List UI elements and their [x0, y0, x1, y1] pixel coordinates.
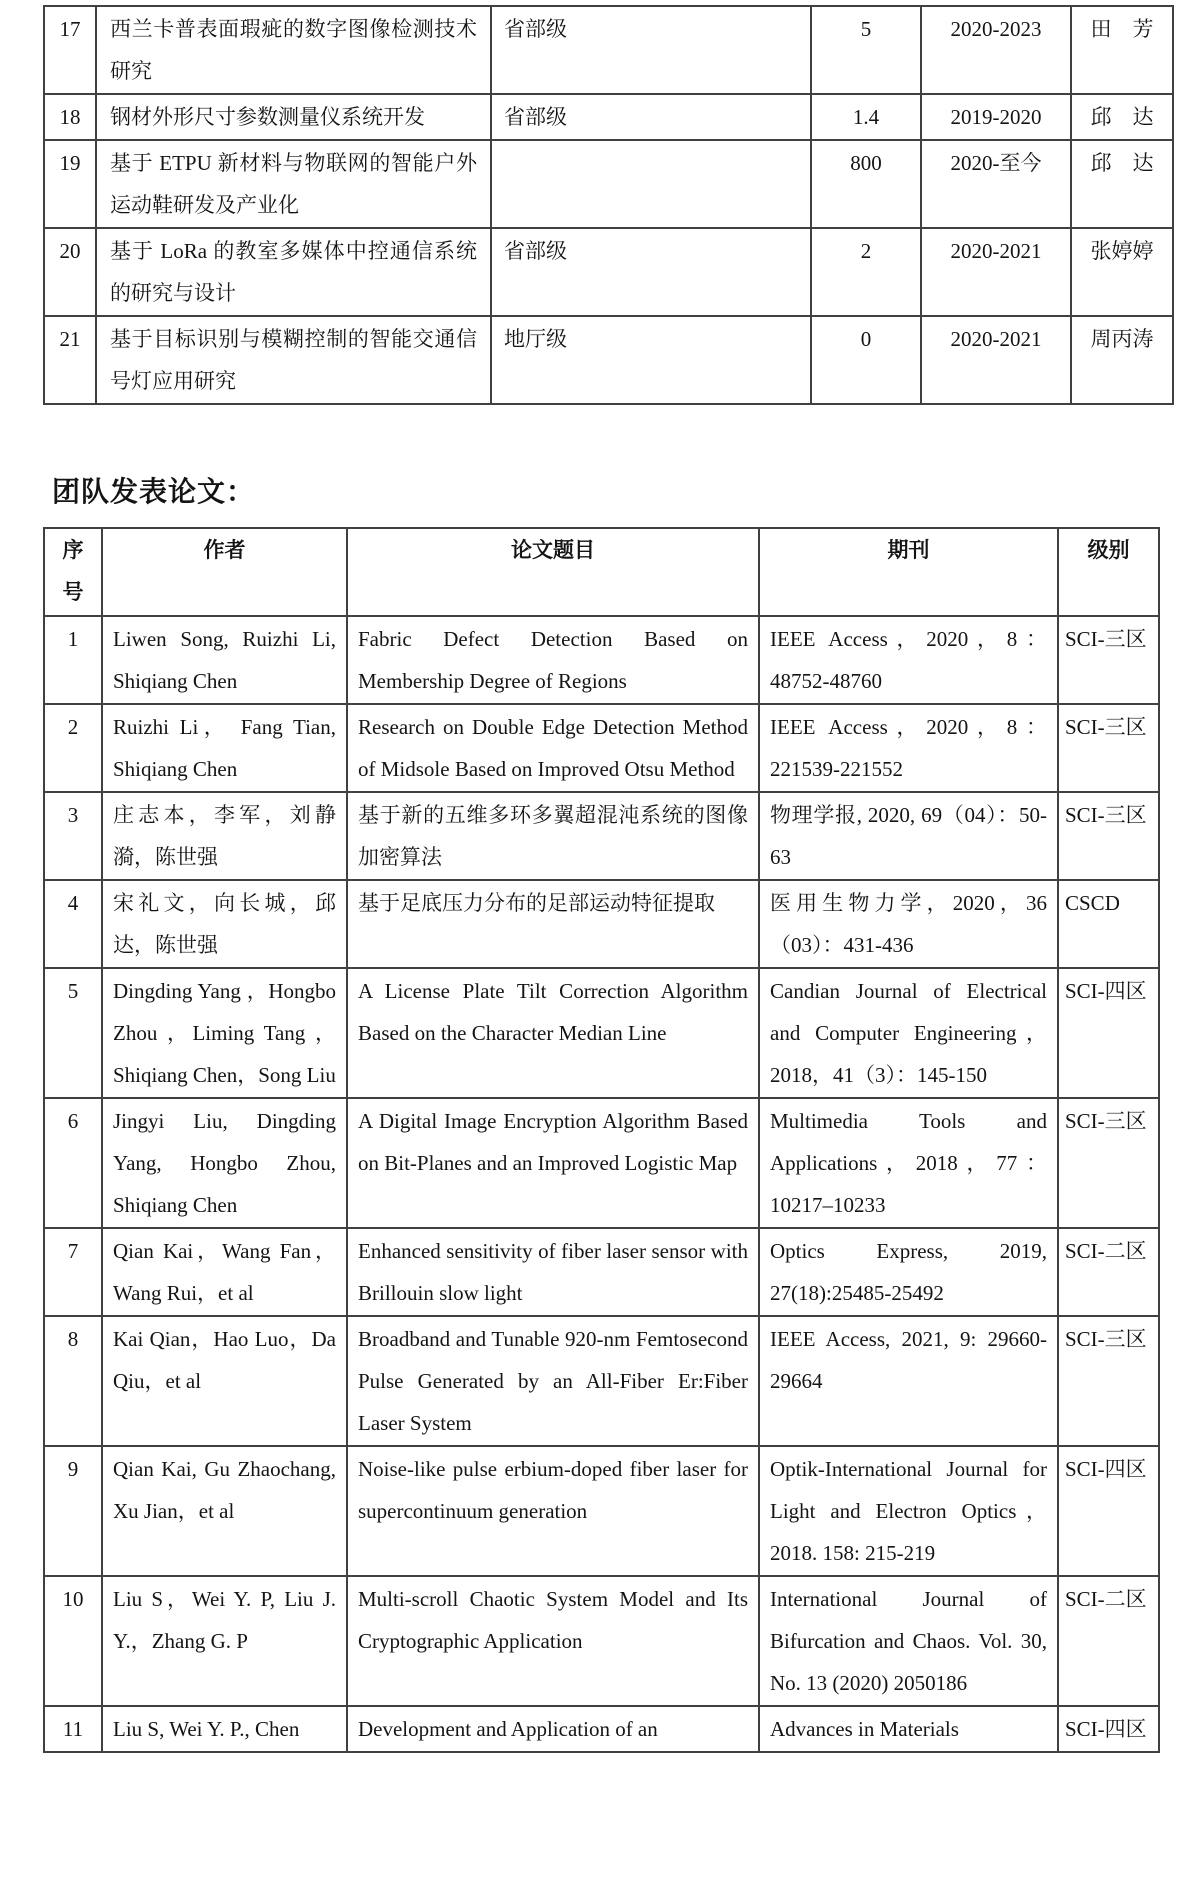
- paper-title: 基于新的五维多环多翼超混沌系统的图像加密算法: [347, 792, 759, 880]
- paper-journal: Optik-International Journal for Light and Electron Optics， 2018. 158: 215-219: [759, 1446, 1058, 1576]
- project-years: 2019-2020: [921, 94, 1071, 140]
- paper-row: [44, 968, 1159, 1098]
- project-row: [44, 228, 1173, 316]
- paper-title: Fabric Defect Detection Based on Membership Degree of Regions: [347, 616, 759, 704]
- paper-number: 9: [44, 1446, 102, 1576]
- paper-title: Noise-like pulse erbium-doped fiber laser for supercontinuum generation: [347, 1446, 759, 1576]
- paper-journal: Multimedia Tools and Applications，2018，77：10217–10233: [759, 1098, 1058, 1228]
- paper-journal: International Journal of Bifurcation and Chaos. Vol. 30, No. 13 (2020) 2050186: [759, 1576, 1058, 1706]
- project-leader: 张婷婷: [1071, 228, 1173, 316]
- paper-authors: Liu S, Wei Y. P., Chen: [102, 1706, 347, 1752]
- paper-number: 1: [44, 616, 102, 704]
- header-number: 序号: [44, 528, 102, 616]
- project-title: 基于 LoRa 的教室多媒体中控通信系统的研究与设计: [96, 228, 491, 316]
- paper-authors: Ruizhi Li， Fang Tian, Shiqiang Chen: [102, 704, 347, 792]
- project-row: [44, 94, 1173, 140]
- paper-row: [44, 1316, 1159, 1446]
- project-funds: 0: [811, 316, 921, 404]
- paper-number: 6: [44, 1098, 102, 1228]
- project-number: 17: [44, 6, 96, 94]
- paper-authors: Qian Kai，Wang Fan，Wang Rui，et al: [102, 1228, 347, 1316]
- paper-row: [44, 1576, 1159, 1706]
- paper-level: SCI-三区: [1058, 1098, 1159, 1228]
- paper-journal: IEEE Access, 2021, 9: 29660-29664: [759, 1316, 1058, 1446]
- paper-number: 3: [44, 792, 102, 880]
- paper-number: 5: [44, 968, 102, 1098]
- paper-row: [44, 1446, 1159, 1576]
- paper-journal: Optics Express, 2019, 27(18):25485-25492: [759, 1228, 1058, 1316]
- paper-number: 11: [44, 1706, 102, 1752]
- paper-journal: Advances in Materials: [759, 1706, 1058, 1752]
- paper-level: SCI-二区: [1058, 1228, 1159, 1316]
- project-funds: 800: [811, 140, 921, 228]
- project-leader: 周丙涛: [1071, 316, 1173, 404]
- paper-title: Enhanced sensitivity of fiber laser sensor with Brillouin slow light: [347, 1228, 759, 1316]
- project-years: 2020-2021: [921, 228, 1071, 316]
- project-number: 19: [44, 140, 96, 228]
- project-years: 2020-2023: [921, 6, 1071, 94]
- paper-authors: Liu S，Wei Y. P, Liu J. Y.，Zhang G. P: [102, 1576, 347, 1706]
- papers-header-row: [44, 528, 1159, 616]
- project-row: [44, 140, 1173, 228]
- project-level: [491, 140, 811, 228]
- paper-row: [44, 1228, 1159, 1316]
- paper-level: SCI-二区: [1058, 1576, 1159, 1706]
- paper-authors: Kai Qian，Hao Luo，Da Qiu，et al: [102, 1316, 347, 1446]
- project-level: 省部级: [491, 228, 811, 316]
- paper-journal: IEEE Access，2020，8：48752-48760: [759, 616, 1058, 704]
- project-funds: 5: [811, 6, 921, 94]
- paper-number: 2: [44, 704, 102, 792]
- projects-table: [43, 5, 1174, 405]
- paper-level: SCI-三区: [1058, 792, 1159, 880]
- paper-row: [44, 792, 1159, 880]
- paper-journal: 医用生物力学，2020，36（03）：431-436: [759, 880, 1058, 968]
- paper-level: SCI-四区: [1058, 1706, 1159, 1752]
- project-title: 基于目标识别与模糊控制的智能交通信号灯应用研究: [96, 316, 491, 404]
- header-title: 论文题目: [347, 528, 759, 616]
- project-title: 西兰卡普表面瑕疵的数字图像检测技术研究: [96, 6, 491, 94]
- project-number: 21: [44, 316, 96, 404]
- paper-title: 基于足底压力分布的足部运动特征提取: [347, 880, 759, 968]
- paper-authors: Liwen Song, Ruizhi Li, Shiqiang Chen: [102, 616, 347, 704]
- paper-level: SCI-四区: [1058, 1446, 1159, 1576]
- project-number: 20: [44, 228, 96, 316]
- project-row: [44, 316, 1173, 404]
- paper-authors: 宋礼文，向长城，邱达，陈世强: [102, 880, 347, 968]
- paper-number: 8: [44, 1316, 102, 1446]
- paper-title: A Digital Image Encryption Algorithm Based on Bit-Planes and an Improved Logistic Map: [347, 1098, 759, 1228]
- paper-authors: Qian Kai, Gu Zhaochang, Xu Jian，et al: [102, 1446, 347, 1576]
- project-title: 钢材外形尺寸参数测量仪系统开发: [96, 94, 491, 140]
- paper-journal: IEEE Access，2020，8：221539-221552: [759, 704, 1058, 792]
- paper-title: Multi-scroll Chaotic System Model and Its Cryptographic Application: [347, 1576, 759, 1706]
- header-journal: 期刊: [759, 528, 1058, 616]
- project-funds: 2: [811, 228, 921, 316]
- paper-journal: 物理学报, 2020, 69（04）：50-63: [759, 792, 1058, 880]
- paper-row: [44, 880, 1159, 968]
- paper-row: [44, 1098, 1159, 1228]
- paper-number: 4: [44, 880, 102, 968]
- paper-level: CSCD: [1058, 880, 1159, 968]
- project-years: 2020-至今: [921, 140, 1071, 228]
- project-row: [44, 6, 1173, 94]
- paper-title: Research on Double Edge Detection Method of Midsole Based on Improved Otsu Method: [347, 704, 759, 792]
- paper-number: 7: [44, 1228, 102, 1316]
- project-level: 地厅级: [491, 316, 811, 404]
- paper-authors: Dingding Yang ，Hongbo Zhou ，Liming Tang ，Shiqiang Chen，Song Liu: [102, 968, 347, 1098]
- paper-level: SCI-四区: [1058, 968, 1159, 1098]
- paper-authors: 庄志本，李军，刘静漪，陈世强: [102, 792, 347, 880]
- project-title: 基于 ETPU 新材料与物联网的智能户外运动鞋研发及产业化: [96, 140, 491, 228]
- paper-row: [44, 1706, 1159, 1752]
- project-level: 省部级: [491, 94, 811, 140]
- paper-number: 10: [44, 1576, 102, 1706]
- paper-row: [44, 616, 1159, 704]
- paper-authors: Jingyi Liu, Dingding Yang, Hongbo Zhou, Shiqiang Chen: [102, 1098, 347, 1228]
- paper-journal: Candian Journal of Electrical and Computer Engineering，2018，41（3）：145-150: [759, 968, 1058, 1098]
- project-leader: 邱 达: [1071, 140, 1173, 228]
- paper-title: Broadband and Tunable 920-nm Femtosecond Pulse Generated by an All-Fiber Er:Fiber Laser System: [347, 1316, 759, 1446]
- paper-title: Development and Application of an: [347, 1706, 759, 1752]
- project-leader: 田 芳: [1071, 6, 1173, 94]
- header-level: 级别: [1058, 528, 1159, 616]
- project-funds: 1.4: [811, 94, 921, 140]
- paper-title: A License Plate Tilt Correction Algorithm Based on the Character Median Line: [347, 968, 759, 1098]
- project-years: 2020-2021: [921, 316, 1071, 404]
- document-page: [0, 5, 1201, 1753]
- paper-row: [44, 704, 1159, 792]
- header-authors: 作者: [102, 528, 347, 616]
- section-title: 团队发表论文：: [52, 477, 256, 508]
- project-leader: 邱 达: [1071, 94, 1173, 140]
- paper-level: SCI-三区: [1058, 1316, 1159, 1446]
- papers-table: [43, 527, 1160, 1753]
- paper-level: SCI-三区: [1058, 704, 1159, 792]
- project-level: 省部级: [491, 6, 811, 94]
- paper-level: SCI-三区: [1058, 616, 1159, 704]
- project-number: 18: [44, 94, 96, 140]
